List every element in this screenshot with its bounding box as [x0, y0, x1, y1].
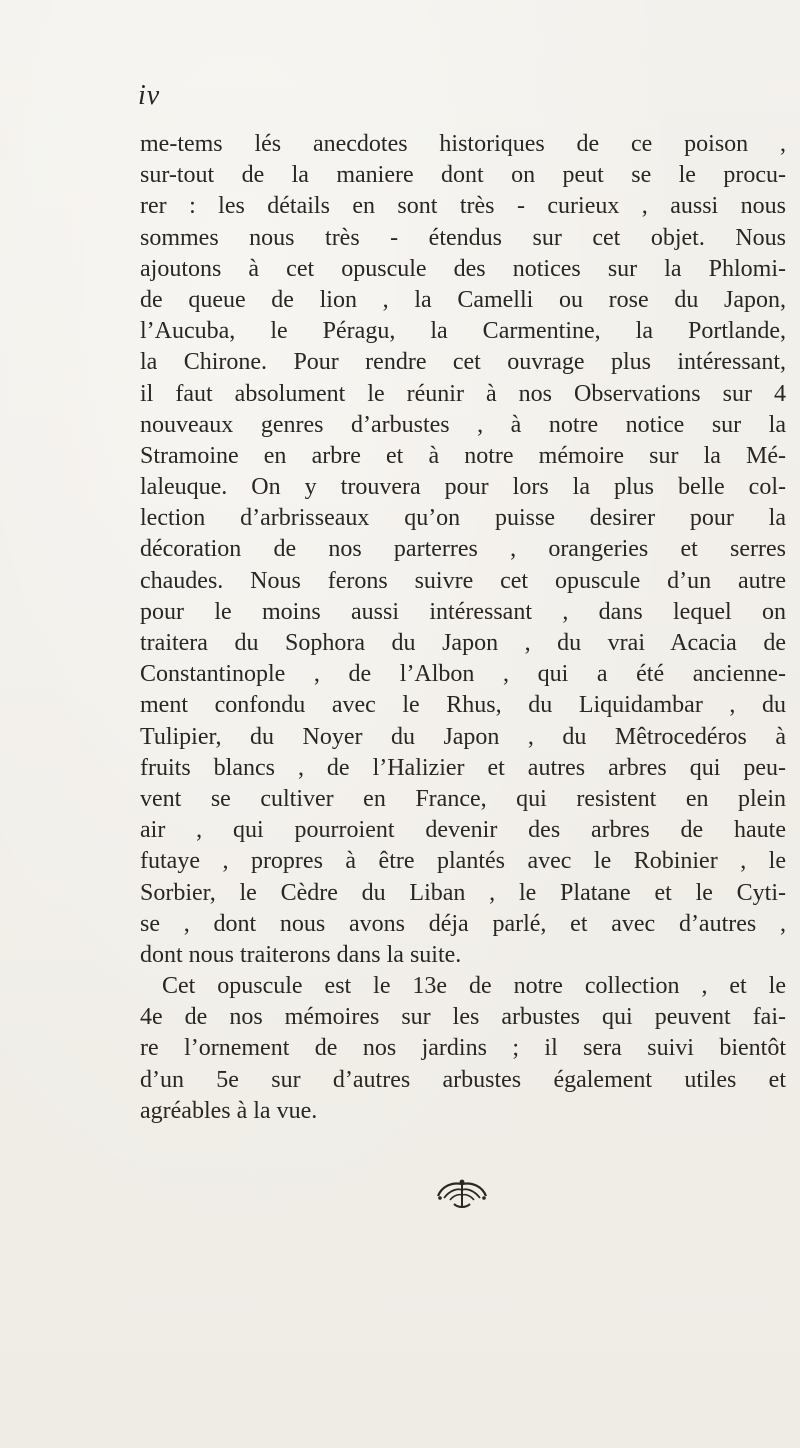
text-line: décoration de nos parterres , orangeries et serres	[140, 536, 786, 563]
text-line: Constantinople , de l’Albon , qui a été ancienne-	[140, 661, 786, 688]
text-line: l’Aucuba, le Péragu, la Carmentine, la Portlande,	[140, 318, 786, 345]
text-line: ajoutons à cet opuscule des notices sur la Phlomi-	[140, 255, 786, 282]
text-line: il faut absolument le réunir à nos Observations sur 4	[140, 380, 786, 407]
text-line: lection d’arbrisseaux qu’on puisse desirer pour la	[140, 505, 786, 532]
text-line: 4e de nos mémoires sur les arbustes qui peuvent fai-	[140, 1004, 786, 1031]
text-line: Stramoine en arbre et à notre mémoire sur la Mé-	[140, 442, 786, 469]
body-text	[140, 129, 786, 1127]
text-line: vent se cultiver en France, qui resistent en plein	[140, 785, 786, 812]
text-line: agréables à la vue.	[140, 1097, 318, 1124]
text-line: Cet opuscule est le 13e de notre collection , et le	[162, 973, 786, 1000]
text-line: dont nous traiterons dans la suite.	[140, 941, 462, 968]
text-line: fruits blancs , de l’Halizier et autres arbres qui peu-	[140, 754, 786, 781]
fleuron-icon	[432, 1176, 492, 1210]
text-line: la Chirone. Pour rendre cet ouvrage plus intéressant,	[140, 349, 786, 376]
text-line: me-tems lés anecdotes historiques de ce poison ,	[140, 131, 786, 157]
text-line: laleuque. On y trouvera pour lors la plus belle col-	[140, 474, 786, 501]
page-number: iv	[138, 80, 161, 111]
text-line: d’un 5e sur d’autres arbustes également utiles et	[140, 1066, 786, 1093]
text-line: Sorbier, le Cèdre du Liban , le Platane et le Cyti-	[140, 879, 786, 906]
text-line: nouveaux genres d’arbustes , à notre notice sur la	[140, 411, 786, 438]
text-line: ment confondu avec le Rhus, du Liquidambar , du	[140, 692, 786, 719]
text-line: sommes nous très - étendus sur cet objet. Nous	[140, 224, 786, 251]
text-line: air , qui pourroient devenir des arbres de haute	[140, 817, 786, 844]
text-line: traitera du Sophora du Japon , du vrai Acacia de	[140, 630, 786, 656]
text-line: se , dont nous avons déja parlé, et avec d’autres ,	[140, 910, 786, 937]
text-line: futaye , propres à être plantés avec le Robinier , le	[140, 848, 786, 875]
text-line: de queue de lion , la Camelli ou rose du Japon,	[140, 286, 786, 313]
text-line: chaudes. Nous ferons suivre cet opuscule d’un autre	[140, 567, 786, 594]
text-line: rer : les détails en sont très - curieux , aussi nous	[140, 193, 786, 220]
text-line: re l’ornement de nos jardins ; il sera suivi bientôt	[140, 1035, 786, 1062]
text-line: Tulipier, du Noyer du Japon , du Mêtrocedéros à	[140, 723, 786, 750]
text-line: pour le moins aussi intéressant , dans lequel on	[140, 598, 786, 625]
text-line: sur-tout de la maniere dont on peut se le procu-	[140, 162, 786, 189]
